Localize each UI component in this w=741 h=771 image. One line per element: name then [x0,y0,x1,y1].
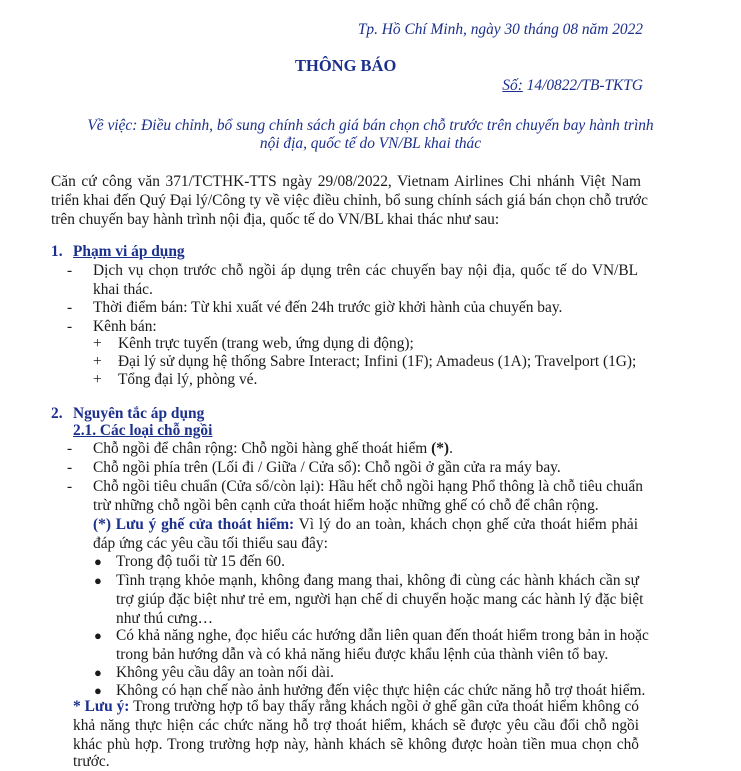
scope-item-3: Kênh bán: [93,318,157,335]
section2-heading: Nguyên tắc áp dụng [73,405,205,422]
requirement-health: Tình trạng khỏe mạnh, không đang mang thai, không đi cùng các hành khách cần sự [116,572,639,589]
dash-marker: - [67,299,73,316]
channel-item-2: Đại lý sử dụng hệ thống Sabre Interact; Infini (1F); Amadeus (1A); Travelport (1G); [118,353,637,370]
requirement-health-cont2: như thú cưng… [116,610,214,627]
bullet-marker: ● [94,665,102,680]
final-note-line-2: khả năng thực hiện các chức năng hỗ trợ thoát hiểm, khách sẽ được yêu cầu đổi chỗ ngồi [73,717,639,734]
exit-note-label: (*) Lưu ý ghế cửa thoát hiểm: [93,516,295,533]
exit-note-text: Vì lý do an toàn, khách chọn ghế cửa thoát hiểm phải [294,516,638,533]
bullet-marker: ● [94,628,102,643]
intro-line-1: Căn cứ công văn 371/TCTHK-TTS ngày 29/08/2022, Vietnam Airlines Chi nhánh Việt Nam [51,173,641,190]
document-number [502,76,643,95]
subject-line-1: Về việc: Điều chỉnh, bổ sung chính sách giá bán chọn chỗ trước trên chuyến bay hành trình [87,117,654,134]
requirement-health-cont: trợ giúp đặc biệt như trẻ em, người hạn chế di chuyển hoặc mang các hành lý đặc biệt [116,591,644,608]
final-note-line-4: trước. [73,753,110,770]
seat-type-standard-cont: trừ những chỗ ngồi bên cạnh cửa thoát hiểm hoặc những ghế có chỗ để chân rộng. [93,497,599,514]
plus-marker: + [93,335,102,352]
intro-line-3: trên chuyến bay hành trình nội địa, quốc tế do VN/BL khai thác như sau: [51,211,500,228]
final-note-text: Trong trường hợp tổ bay thấy rằng khách ngồi ở ghế gần cửa thoát hiểm không có [129,698,639,715]
requirement-comprehension-cont: trong bản hướng dẫn và có khả năng hiểu được khẩu lệnh của thành viên tổ bay. [116,646,609,663]
number-value: 14/0822/TB-TKTG [522,77,643,94]
section2-1-heading: 2.1. Các loại chỗ ngồi [73,422,213,439]
seat-type-front: Chỗ ngồi phía trên (Lối đi / Giữa / Cửa sổ): Chỗ ngồi ở gần cửa ra máy bay. [93,459,561,476]
bullet-marker: ● [94,573,102,588]
requirement-seatbelt: Không yêu cầu dây an toàn nối dài. [116,664,334,681]
final-note [73,697,639,716]
subject-line-2: nội địa, quốc tế do VN/BL khai thác [259,135,482,152]
dash-marker: - [67,478,73,495]
seat-type-extra-legroom-end: . [449,440,453,457]
bullet-marker: ● [94,554,102,569]
document-title: THÔNG BÁO [295,56,397,75]
dash-marker: - [67,440,73,457]
channel-item-3: Tổng đại lý, phòng vé. [118,371,258,388]
number-label: Số: [502,77,523,94]
seat-type-standard: Chỗ ngồi tiêu chuẩn (Cửa sổ/còn lại): Hầu hết chỗ ngồi hạng Phổ thông là chỗ tiêu chuẩn [93,478,643,495]
dash-marker: - [67,318,73,335]
exit-note [93,515,638,534]
requirement-comprehension: Có khả năng nghe, đọc hiểu các hướng dẫn liên quan đến thoát hiểm trong bản in hoặc [116,627,649,644]
channel-item-1: Kênh trực tuyến (trang web, ứng dụng di động); [118,335,414,352]
section2-number: 2. [51,405,63,422]
section1-number: 1. [51,243,63,260]
dash-marker: - [67,459,73,476]
bullet-marker: ● [94,683,102,698]
document-date: Tp. Hồ Chí Minh, ngày 30 tháng 08 năm 2022 [357,21,643,38]
requirement-no-limitation: Không có hạn chế nào ảnh hưởng đến việc thực hiện các chức năng hỗ trợ thoát hiểm. [116,682,646,699]
scope-item-1-cont: khai thác. [93,281,153,298]
seat-type-extra-legroom-text: Chỗ ngồi để chân rộng: Chỗ ngồi hàng ghế thoát hiểm [93,440,428,457]
scope-item-1: Dịch vụ chọn trước chỗ ngồi áp dụng trên các chuyến bay nội địa, quốc tế do VN/BL [93,262,638,279]
exit-note-cont: đáp ứng các yêu cầu tối thiểu sau đây: [93,535,328,552]
asterisk-mark: (*) [427,440,450,457]
seat-type-extra-legroom [93,439,453,458]
final-note-line-3: khác phù hợp. Trong trường hợp này, hành khách sẽ không được hoàn tiền mua chọn chỗ [73,736,639,753]
requirement-age: Trong độ tuổi từ 15 đến 60. [116,553,285,570]
intro-line-2: triển khai đến Quý Đại lý/Công ty về việc điều chỉnh, bổ sung chính sách giá bán chọn chỗ trước [51,192,648,209]
dash-marker: - [67,262,73,279]
plus-marker: + [93,371,102,388]
final-note-label: * Lưu ý: [73,698,130,715]
section1-heading: Phạm vi áp dụng [73,243,185,260]
plus-marker: + [93,353,102,370]
scope-item-2: Thời điểm bán: Từ khi xuất vé đến 24h trước giờ khởi hành của chuyến bay. [93,299,563,316]
